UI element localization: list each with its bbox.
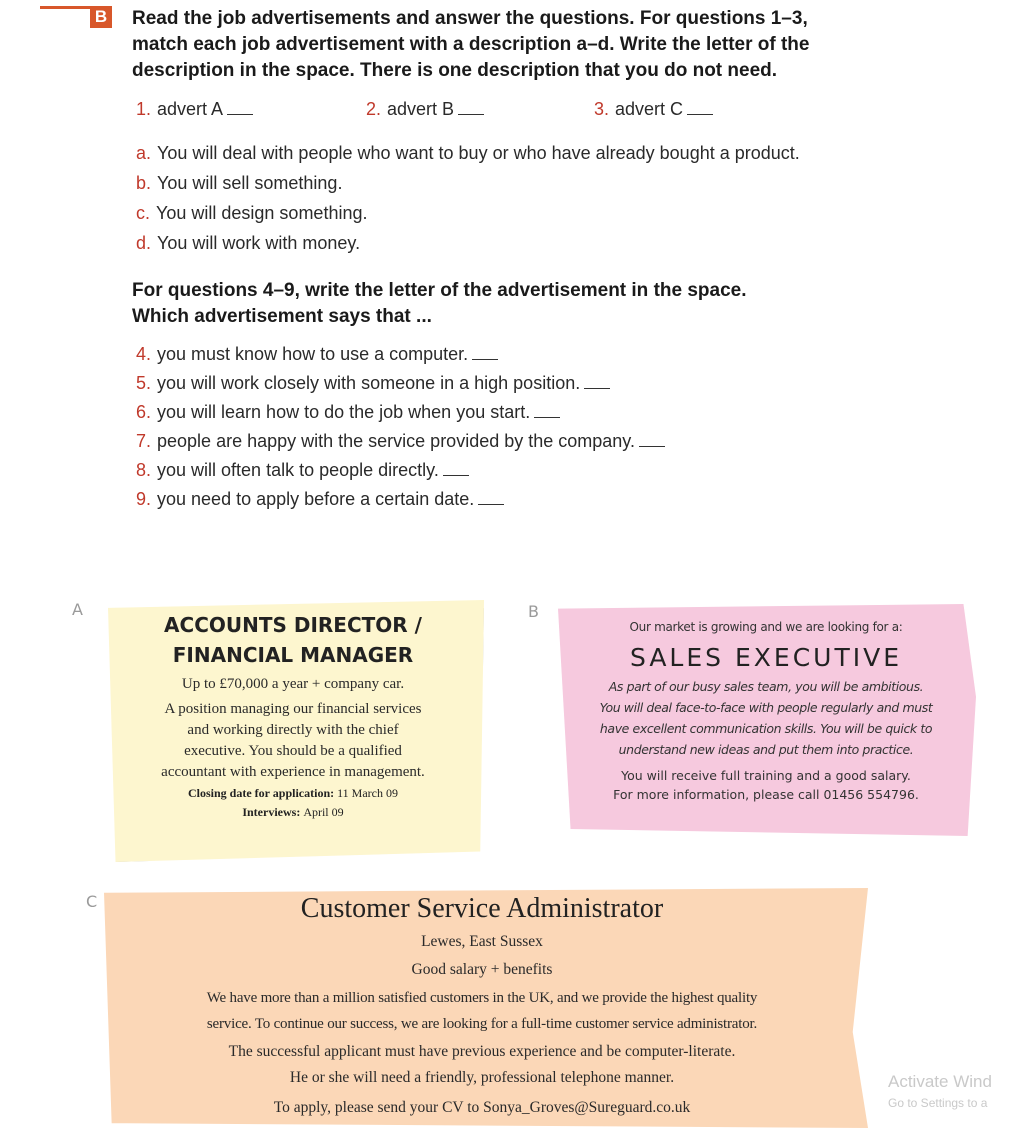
advert-a-title: ACCOUNTS DIRECTOR / [164,613,422,637]
question-list [136,340,665,514]
advert-a-closing: Closing date for application: 11 March 09 [188,786,398,800]
answer-blank[interactable] [584,374,610,389]
answer-blank[interactable] [227,100,253,115]
advert-a-title-2: FINANCIAL MANAGER [172,643,414,667]
advert-c-marker: C [86,892,98,911]
instructions-2: For questions 4–9, write the letter of the advertisement in the space. Which advertisement says that ... [132,280,747,327]
advert-b-training: You will receive full training and a good salary. [621,768,911,783]
answer-blank[interactable] [478,490,504,505]
answer-blank[interactable] [687,100,713,115]
description-b: b. You will sell something. [136,173,343,193]
answer-blank[interactable] [472,345,498,360]
advert-c-salary: Good salary + benefits [411,961,553,978]
advert-a-content: ACCOUNTS DIRECTOR / FINANCIAL MANAGER Up to £70,000 a year + company car. A position managing our financial services and working directly with the chief executive. You should be a qualified accountant with experience in management. Closing date for application: 11 March 09 Interviews: April 09 [110,610,476,820]
advert-a-interviews: Interviews: April 09 [242,805,344,819]
advert-b-title: SALES EXECUTIVE [630,643,902,672]
advert-a-salary: Up to £70,000 a year + company car. [181,676,405,692]
question-8: 8. you will often talk to people directly. [136,456,665,485]
matching-item-1: 1. advert A [136,97,253,121]
advert-b-contact: For more information, please call 01456 554796. [613,787,919,802]
question-7: 7. people are happy with the service provided by the company. [136,427,665,456]
description-a: a. You will deal with people who want to buy or who have already bought a product. [136,143,800,163]
question-6: 6. you will learn how to do the job when you start. [136,398,665,427]
section-badge: B [90,6,112,28]
advert-a-marker: A [72,600,83,619]
activation-watermark: Activate Wind [888,1072,992,1091]
header-rule [40,6,90,9]
description-d: d. You will work with money. [136,233,361,253]
advert-b-content: Our market is growing and we are looking for a: SALES EXECUTIVE As part of our busy sales team, you will be ambitious. You will deal face-to-face with people regularly and must have excellent communication skills. You will be quick to understand new ideas and put them into practice. You will receive full training and a good salary. For more information, please call 01456 554796. [560,618,972,804]
advert-b-intro: Our market is growing and we are looking for a: [629,620,903,634]
description-list [136,138,800,258]
question-5: 5. you will work closely with someone in a high position. [136,369,665,398]
answer-blank[interactable] [458,100,484,115]
answer-blank[interactable] [639,432,665,447]
question-4: 4. you must know how to use a computer. [136,340,665,369]
matching-item-3: 3. advert C [594,97,713,121]
advert-c-apply: To apply, please send your CV to Sonya_Groves@Sureguard.co.uk [273,1099,691,1116]
activation-watermark-sub: Go to Settings to a [888,1096,988,1110]
advert-b-marker: B [528,602,539,621]
answer-blank[interactable] [443,461,469,476]
matching-item-2: 2. advert B [366,97,484,121]
question-9: 9. you need to apply before a certain date. [136,485,665,514]
instructions: Read the job advertisements and answer the questions. For questions 1–3, match each job advertisement with a description a–d. Write the letter of the description in the space. There is one description that you do not need. [132,8,810,81]
advert-c-title: Customer Service Administrator [300,893,664,924]
description-c: c. You will design something. [136,203,368,223]
advert-c-location: Lewes, East Sussex [421,933,543,950]
answer-blank[interactable] [534,403,560,418]
advert-c-content: Customer Service Administrator Lewes, East Sussex Good salary + benefits We have more than a million satisfied customers in the UK, and we provide the highest quality service. To continue our success, we are looking for a full-time customer service administrator. The successful applicant must have previous experience and be computer-literate. He or she will need a friendly, professional telephone manner. To apply, please send your CV to Sonya_Groves@Sureguard.co.uk [104,893,860,1121]
